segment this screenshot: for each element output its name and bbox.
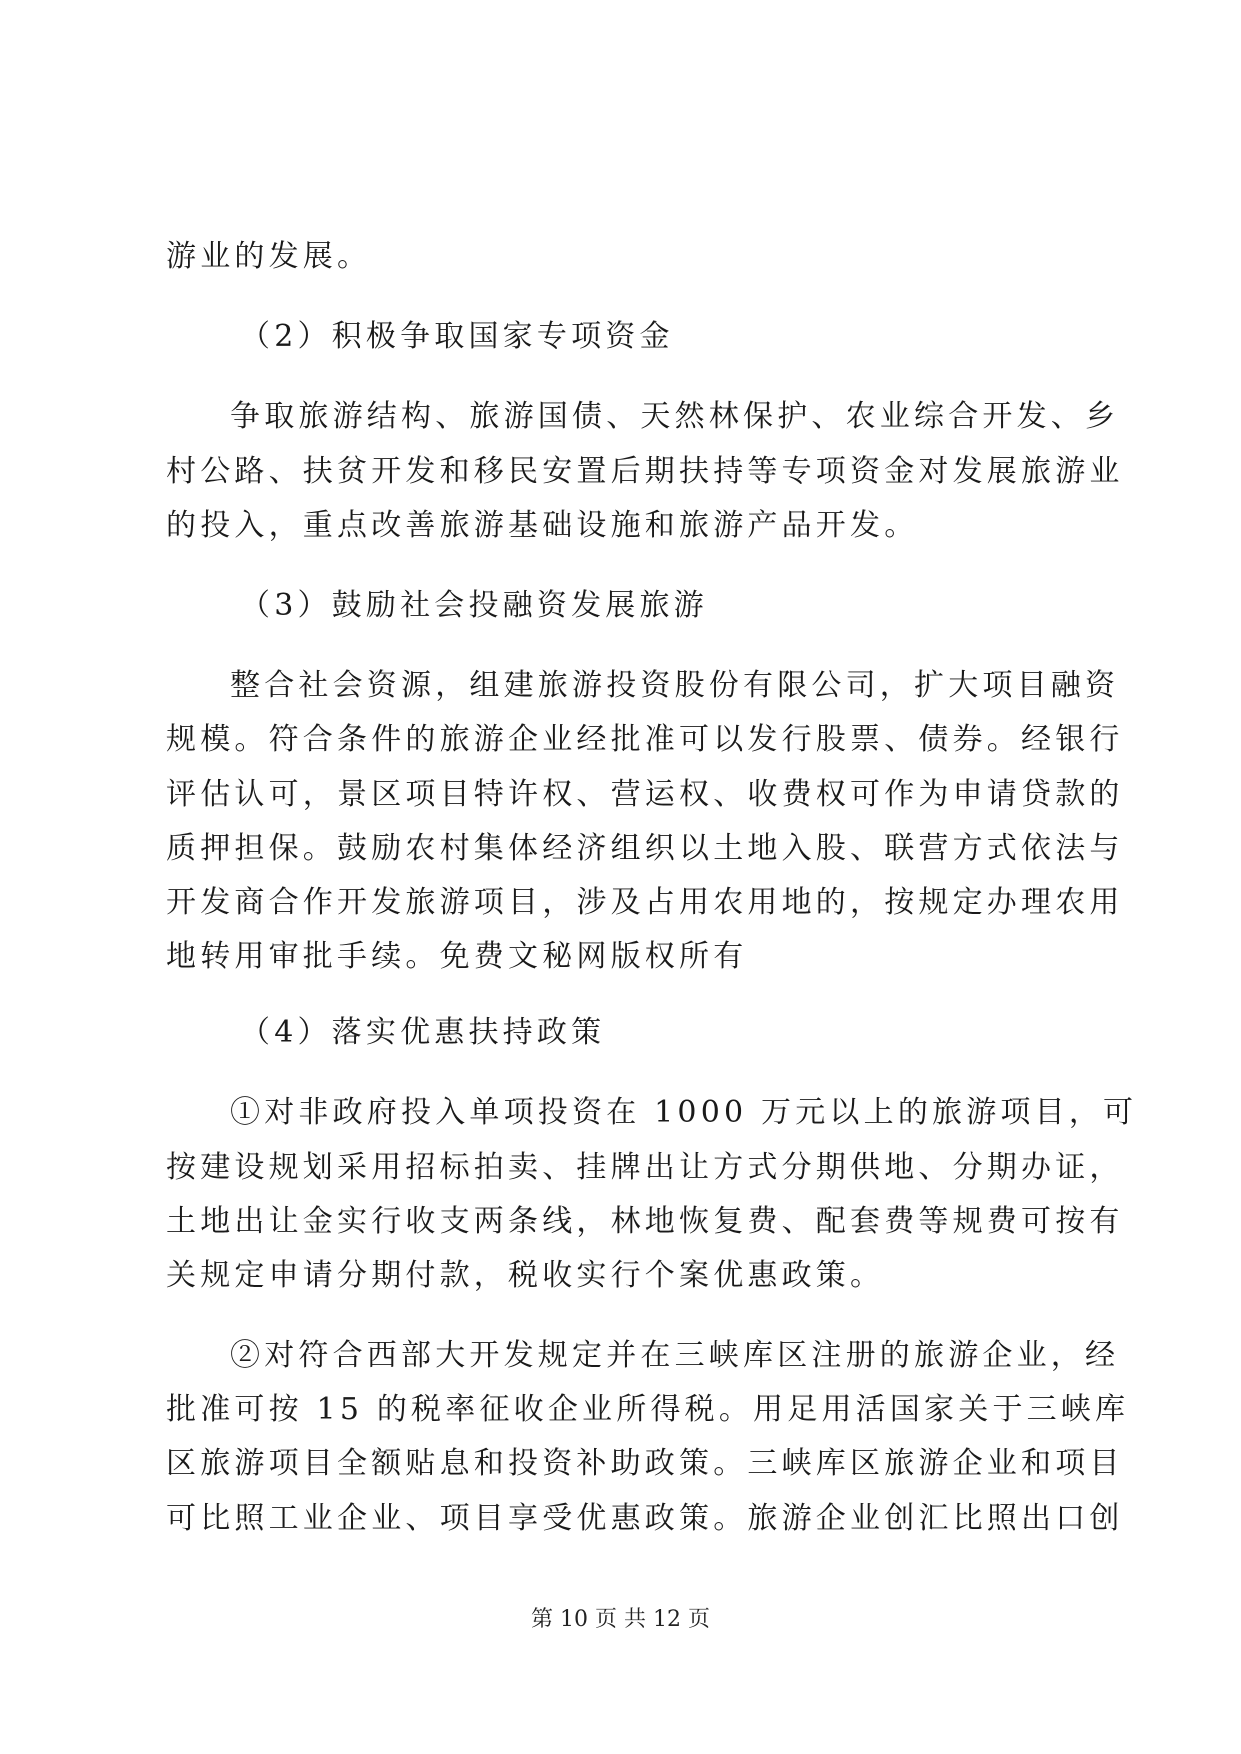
paragraph-line: 可比照工业企业、项目享受优惠政策。旅游企业创汇比照出口创 [166, 1501, 1124, 1536]
paragraph-line: 开发商合作开发旅游项目，涉及占用农用地的，按规定办理农用 [166, 885, 1124, 920]
paragraph-line: 村公路、扶贫开发和移民安置后期扶持等专项资金对发展旅游业 [166, 454, 1124, 489]
section-heading: （4）落实优惠扶持政策 [240, 1015, 606, 1050]
section-heading: （3）鼓励社会投融资发展旅游 [240, 588, 708, 623]
paragraph-line: 争取旅游结构、旅游国债、天然林保护、农业综合开发、乡 [230, 399, 1120, 434]
page-footer: 第 10 页 共 12 页 [531, 1607, 710, 1632]
paragraph-line: 的投入，重点改善旅游基础设施和旅游产品开发。 [166, 508, 919, 543]
paragraph-line: 批准可按 15 的税率征收企业所得税。用足用活国家关于三峡库 [166, 1392, 1130, 1427]
paragraph-line: 质押担保。鼓励农村集体经济组织以土地入股、联营方式依法与 [166, 831, 1124, 866]
paragraph-line: 游业的发展。 [166, 239, 372, 274]
section-heading: （2）积极争取国家专项资金 [240, 319, 674, 354]
paragraph-line: 规模。符合条件的旅游企业经批准可以发行股票、债券。经银行 [166, 722, 1124, 757]
paragraph-line: 地转用审批手续。免费文秘网版权所有 [166, 939, 748, 974]
paragraph-line: 土地出让金实行收支两条线，林地恢复费、配套费等规费可按有 [166, 1204, 1124, 1239]
paragraph-line: ②对符合西部大开发规定并在三峡库区注册的旅游企业，经 [230, 1338, 1120, 1373]
paragraph-line: 区旅游项目全额贴息和投资补助政策。三峡库区旅游企业和项目 [166, 1446, 1124, 1481]
paragraph-line: ①对非政府投入单项投资在 1000 万元以上的旅游项目，可 [230, 1095, 1138, 1130]
paragraph-line: 按建设规划采用招标拍卖、挂牌出让方式分期供地、分期办证， [166, 1150, 1124, 1185]
paragraph-line: 评估认可，景区项目特许权、营运权、收费权可作为申请贷款的 [166, 777, 1124, 812]
paragraph-line: 关规定申请分期付款，税收实行个案优惠政策。 [166, 1258, 885, 1293]
paragraph-line: 整合社会资源，组建旅游投资股份有限公司，扩大项目融资 [230, 668, 1120, 703]
